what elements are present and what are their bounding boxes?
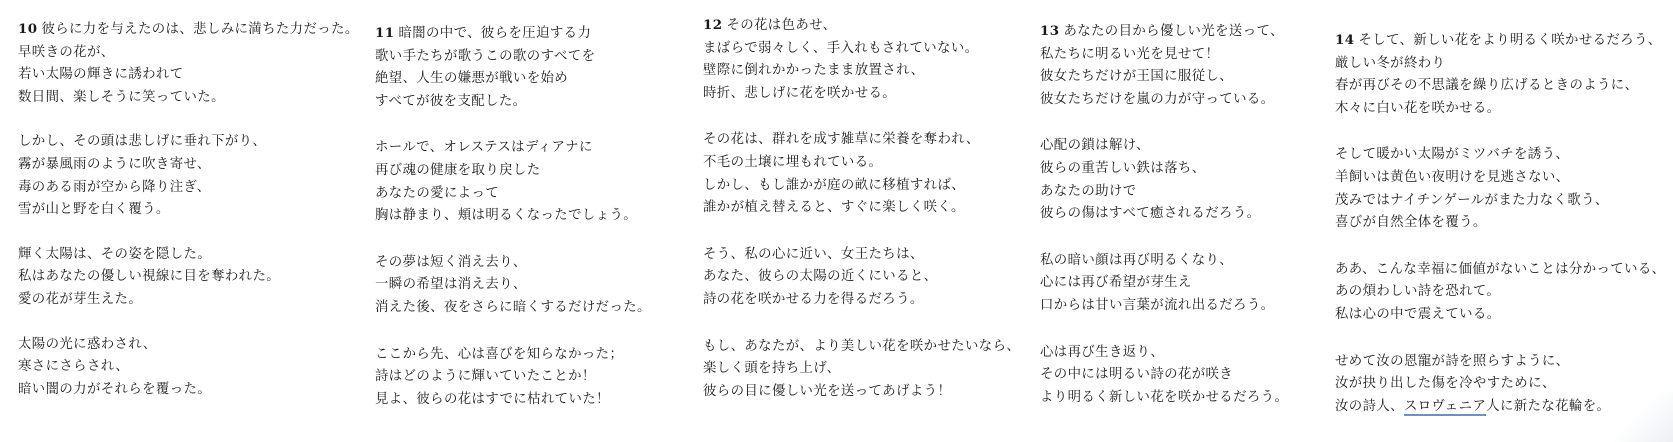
poem-line [1040,66,1350,89]
line-text: 心は再び生き返り、 [1040,344,1165,360]
stanza [1335,144,1670,234]
poem-line [18,379,348,402]
stanza [703,14,1033,105]
line-text: ここから先、心は喜びを知らなかった； [375,346,624,362]
line-text: 汝の詩人、 [1335,398,1404,414]
line-text: 数日間、楽しそうに笑っていた。 [18,89,225,105]
line-text: しかし、その頭は悲しげに垂れ下がり、 [18,134,267,150]
line-text: 人に新たな花輪を。 [1486,398,1611,414]
line-text: 詩はどのように輝いていたことか！ [375,369,596,385]
section-number: 11 [375,25,395,41]
poem-line [1335,304,1670,327]
line-text: 木々に白い花を咲かせる。 [1335,100,1501,116]
line-text: 私はあなたの優しい視線に目を奪われた。 [18,269,281,285]
line-text: 胸は静まり、頬は明るくなったでしょう。 [375,208,638,224]
poem-line [375,389,705,412]
line-text: 喜びが自然全体を覆う。 [1335,215,1487,231]
poem-line [703,129,1033,152]
poem-line [18,289,348,312]
line-text: あの煩わしい詩を恐れて。 [1335,284,1501,300]
line-text: 霧が暴風雨のように吹き寄せ、 [18,156,211,172]
line-text: 詩の花を咲かせる力を得るだろう。 [703,291,924,307]
line-text: あなた、彼らの太陽の近くにいると、 [703,269,938,285]
poem-line [1335,212,1670,235]
stanza-gap [375,320,705,344]
poem-line [1335,75,1670,98]
line-text: 彼らの傷はすべて癒されるだろう。 [1040,206,1261,222]
line-text: より明るく新しい花を咲かせるだろう。 [1040,389,1289,405]
poem-line [18,154,348,177]
poem-line [1335,351,1670,374]
stanza [1040,250,1350,318]
line-text: 心には再び希望が芽生え [1040,275,1192,291]
line-text: 壁際に倒れかかったまま放置され、 [703,63,925,79]
poem-line [375,183,705,206]
line-text: 羊飼いは黄色い夜明けを見逃さない、 [1335,169,1570,185]
line-text: 心配の鎖は解け、 [1040,138,1150,154]
line-text: 私たちに明るい光を見せて！ [1040,46,1220,62]
poem-line [375,344,705,367]
line-text: そして、新しい花をより明るく咲かせるだろう、 [1358,33,1662,48]
line-text: 不毛の土壌に埋もれている。 [703,154,883,170]
poem-line [18,18,359,42]
poem-line [703,381,1033,404]
poem-line [375,68,705,91]
poem-line [703,60,1033,83]
poem-line [703,358,1033,381]
poem-line [703,175,1033,198]
stanza [703,336,1033,404]
poem-line [18,64,348,87]
poem-line [18,199,348,222]
poem-line [18,42,348,65]
poem-line [18,87,348,110]
poem-line [375,137,705,160]
stanza [375,22,705,113]
line-text: ホールで、オレステスはディアナに [375,140,593,156]
poem-line [703,244,1033,267]
poem-line [1040,342,1350,365]
line-text: 毒のある雨が空から降り注ぎ、 [18,179,211,195]
poem-line [18,177,348,200]
poem-line [18,334,348,357]
poem-line [1040,295,1350,318]
line-text: 絶望、人生の嫌悪が戦いを始め [375,71,569,87]
section-number: 10 [18,21,38,37]
stanza [1040,20,1350,111]
stanza [18,18,359,109]
line-text: その花は、群れを成す雑草に栄養を奪われ、 [703,132,980,148]
poem-line [1335,144,1670,167]
line-text: 茂みではナイチンゲールがまた力なく歌う、 [1335,192,1609,208]
line-text: 汝が抉り出した傷を冷やすために、 [1335,376,1556,392]
poem-line [1335,281,1670,304]
poem-line [703,336,1033,359]
line-text: あなたの愛によって [375,185,500,201]
poem-line [1040,364,1350,387]
stanza-gap [703,105,1033,129]
line-text: 彼らに力を与えたのは、悲しみに満ちた力だった。 [41,22,359,37]
line-text: 一瞬の希望は消え去り、 [375,277,527,293]
line-text: せめて汝の恩寵が詩を照らすように、 [1335,353,1570,369]
line-text: 雪が山と野を白く覆う。 [18,202,170,218]
poem-line [375,274,705,297]
stanza [703,244,1033,312]
stanza-gap [1335,327,1670,351]
line-text: 歌い手たちが歌うこの歌のすべてを [375,48,596,64]
stanza [703,129,1033,219]
stanza [18,244,348,312]
poem-column-11 [375,22,705,442]
line-text: 愛の花が芽生えた。 [18,291,143,307]
poem-line [375,160,705,183]
line-text: 春が再びその不思議を繰り広げるときのように、 [1335,78,1639,94]
poem-line [1335,259,1670,282]
stanza [1335,29,1670,120]
line-text: その夢は短く消え去り、 [375,254,527,270]
poem-line [1040,135,1350,158]
poem-line [18,266,348,289]
stanza-gap [1040,318,1350,342]
poem-line [1040,158,1350,181]
line-text: 暗闇の中で、彼らを圧迫する力 [398,26,592,41]
stanza-gap [375,113,705,137]
stanza [375,252,705,320]
line-text: 消えた後、夜をさらに暗くするだけだった。 [375,299,651,315]
line-text: そして暖かい太陽がミツバチを誘う、 [1335,147,1570,163]
line-text: その中には明るい詩の花が咲き [1040,367,1234,383]
line-text: 寒さにさらされ、 [18,359,130,375]
poem-line [1335,53,1670,76]
poem-line [1335,29,1670,53]
poem-line [1040,89,1350,112]
section-number: 13 [1040,23,1060,39]
section-number: 14 [1335,32,1355,48]
line-text: 若い太陽の輝きに誘われて [18,67,184,83]
section-number: 12 [703,17,723,33]
poem-line [703,83,1033,106]
line-text: まばらで弱々しく、手入れもされていない。 [703,40,979,56]
line-text: 私の暗い顔は再び明るくなり、 [1040,252,1234,268]
poem-line [1040,44,1350,67]
line-text: 私は心の中で震えている。 [1335,306,1501,322]
line-text: すべてが彼を支配した。 [375,93,527,109]
poem-line [375,91,705,114]
stanza-gap [1335,120,1670,144]
line-text: しかし、もし誰かが庭の畝に移植すれば、 [703,177,966,193]
poem-line [375,205,705,228]
line-text: 早咲きの花が、 [18,44,115,60]
poem-column-10 [18,18,359,442]
poem-line [1040,387,1350,410]
poem-line [703,289,1033,312]
poem-line [1335,167,1670,190]
line-text: もし、あなたが、より美しい花を咲かせたいなら、 [703,338,1021,354]
poem-line [703,14,1033,38]
line-text: 暗い闇の力がそれらを覆った。 [18,381,212,397]
poem-line [1040,250,1350,273]
underlined-word: スロヴェニア [1403,398,1487,414]
line-text: ああ、こんな幸福に価値がないことは分かっている、 [1335,261,1666,277]
stanza-gap [18,312,348,334]
line-text: 厳しい冬が終わり [1335,55,1446,71]
line-text: あなたの目から優しい光を送って、 [1063,24,1284,39]
line-text: あなたの助けで [1040,183,1137,199]
line-text: その花は色あせ、 [726,18,837,33]
poem-line [1040,181,1350,204]
line-text: 輝く太陽は、その姿を隠した。 [18,246,212,262]
poem-line [375,46,705,69]
stanza-gap [1335,235,1670,259]
line-text: 口からは甘い言葉が流れ出るだろう。 [1040,297,1275,313]
line-text: そう、私の心に近い、女王たちは、 [703,246,924,262]
stanza [1335,259,1670,327]
poem-column-12 [703,14,1033,442]
stanza-gap [703,312,1033,336]
line-text: 彼女たちだけを嵐の力が守っている。 [1040,91,1275,107]
poem-line [1040,203,1350,226]
poem-line [703,266,1033,289]
line-text: 太陽の光に惑わされ、 [18,336,157,352]
line-text: 時折、悲しげに花を咲かせる。 [703,85,897,101]
poem-line [1040,20,1350,44]
stanza-gap [18,222,348,244]
poem-line [703,38,1033,61]
stanza-gap [18,109,348,131]
stanza [375,137,705,227]
poem-line [375,22,705,46]
poem-line [703,152,1033,175]
stanza [1040,135,1350,225]
poem-line [1335,98,1670,121]
page-corner-shadow [1613,392,1673,442]
poem-column-13 [1040,20,1350,442]
line-text: 彼女たちだけが王国に服従し、 [1040,69,1234,85]
stanza [18,334,348,402]
line-text: 楽しく頭を持ち上げ、 [703,361,841,377]
poem-line [18,356,348,379]
poem-line [1335,190,1670,213]
line-text: 彼らの目に優しい光を送ってあげよう！ [703,383,952,399]
poem-line [375,252,705,275]
stanza-gap [375,228,705,252]
poem-line [1040,272,1350,295]
poem-line [18,244,348,267]
stanza-gap [703,220,1033,244]
poem-line [375,297,705,320]
line-text: 誰かが植え替えると、すぐに楽しく咲く。 [703,200,965,216]
line-text: 見よ、彼らの花はすでに枯れていた！ [375,391,610,407]
stanza [375,344,705,412]
stanza-gap [1040,111,1350,135]
line-text: 彼らの重苦しい鉄は落ち、 [1040,160,1206,176]
stanza [1040,342,1350,410]
poem-line [18,131,348,154]
stanza [18,131,348,221]
line-text: 再び魂の健康を取り戻した [375,162,541,178]
poem-line [703,197,1033,220]
stanza-gap [1040,226,1350,250]
poem-column-14 [1335,29,1670,442]
poem-line [375,366,705,389]
